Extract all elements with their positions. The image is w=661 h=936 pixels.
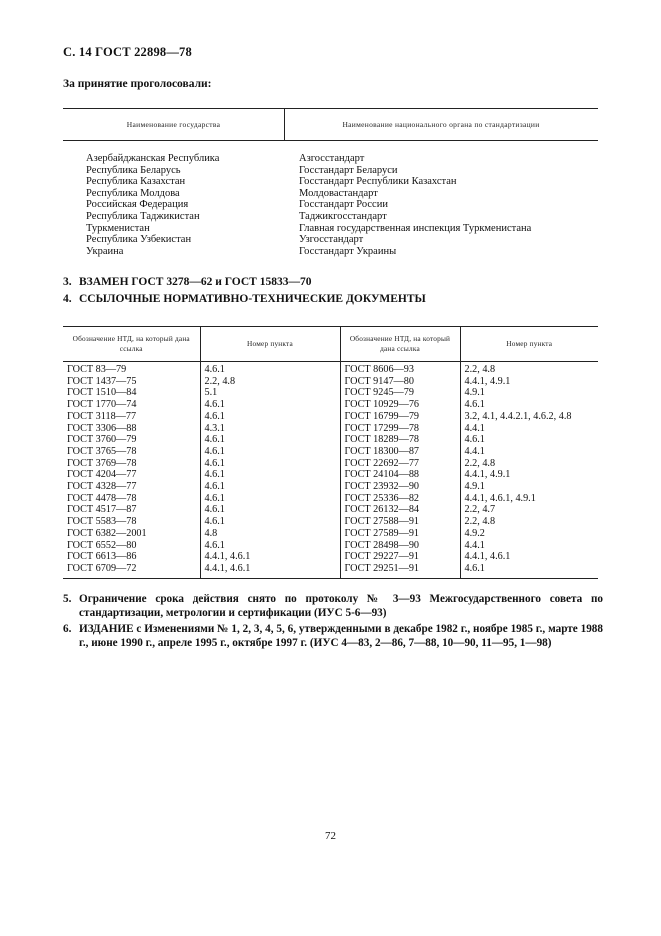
ntd-designation: ГОСТ 25336—82 bbox=[340, 493, 460, 505]
table-row bbox=[63, 458, 598, 470]
clause-number: 4.4.1 bbox=[460, 446, 598, 458]
clause-number: 4.6.1 bbox=[460, 563, 598, 578]
clause-number: 4.4.1, 4.9.1 bbox=[460, 469, 598, 481]
state-name: Азербайджанская Республика bbox=[86, 153, 220, 164]
clause-number: 4.6.1 bbox=[200, 434, 340, 446]
clause-number: 4.9.2 bbox=[460, 528, 598, 540]
ntd-designation: ГОСТ 9147—80 bbox=[340, 376, 460, 388]
clause-number: 4.4.1, 4.9.1 bbox=[460, 376, 598, 388]
ntd-designation: ГОСТ 6613—86 bbox=[67, 551, 137, 563]
org-name: Таджикгосстандарт bbox=[299, 210, 387, 222]
clause-number: 4.4.1 bbox=[460, 540, 598, 552]
clause-number: 2.2, 4.8 bbox=[460, 516, 598, 528]
ntd-designation: ГОСТ 1770—74 bbox=[67, 399, 137, 411]
clause-number: 4.4.1, 4.6.1 bbox=[460, 551, 598, 563]
table-row bbox=[63, 446, 598, 458]
clause-number: 4.9.1 bbox=[460, 387, 598, 399]
clause-number: 4.6.1 bbox=[200, 399, 340, 411]
org-name: Госстандарт Беларуси bbox=[299, 164, 398, 176]
ntd-designation: ГОСТ 24104—88 bbox=[340, 469, 460, 481]
clause-number: 4.9.1 bbox=[460, 481, 598, 493]
references-header-row bbox=[63, 327, 598, 362]
ntd-designation: ГОСТ 4328—77 bbox=[67, 481, 137, 493]
section-text: ССЫЛОЧНЫЕ НОРМАТИВНО-ТЕХНИЧЕСКИЕ ДОКУМЕНТЫ bbox=[79, 293, 426, 305]
clause-number: 4.4.1, 4.6.1 bbox=[200, 563, 340, 578]
voting-top-rule bbox=[63, 108, 598, 109]
paragraph-number: 5. bbox=[63, 593, 72, 605]
ntd-designation: ГОСТ 83—79 bbox=[67, 364, 127, 375]
ntd-designation: ГОСТ 4478—78 bbox=[67, 492, 137, 504]
ntd-designation: ГОСТ 6382—2001 bbox=[67, 527, 147, 539]
clause-number: 4.6.1 bbox=[460, 399, 598, 411]
org-name: Госстандарт Украины bbox=[299, 245, 397, 257]
voting-org-list bbox=[299, 153, 531, 257]
org-name: Главная государственная инспекция Туркменистана bbox=[299, 222, 532, 234]
clause-number: 4.6.1 bbox=[460, 434, 598, 446]
ntd-designation: ГОСТ 4517—87 bbox=[67, 504, 137, 516]
ntd-designation: ГОСТ 6709—72 bbox=[63, 563, 200, 578]
org-name: Азгосстандарт bbox=[299, 153, 365, 164]
section-4-heading bbox=[63, 293, 426, 305]
ntd-designation: ГОСТ 17299—78 bbox=[340, 423, 460, 435]
col-header-designation: Обозначение НТД, на который дана ссылка bbox=[340, 327, 460, 362]
state-name: Республика Молдова bbox=[86, 187, 180, 199]
paragraph-number: 6. bbox=[63, 623, 72, 635]
clause-number: 4.6.1 bbox=[200, 411, 340, 423]
ntd-designation: ГОСТ 3118—77 bbox=[67, 410, 137, 422]
paragraph-text: Ограничение срока действия снято по протоколу № 3—93 Межгосударственного совета по стандартизации, метрологии и сертификации (ИУС 5-6—93) bbox=[79, 593, 603, 619]
table-row bbox=[63, 516, 598, 528]
col-header-designation: Обозначение НТД, на который дана ссылка bbox=[63, 327, 200, 362]
ntd-designation: ГОСТ 29227—91 bbox=[340, 551, 460, 563]
ntd-designation: ГОСТ 10929—76 bbox=[340, 399, 460, 411]
voting-title: За принятие проголосовали: bbox=[63, 78, 212, 90]
clause-number: 2.2, 4.8 bbox=[460, 362, 598, 376]
table-row bbox=[63, 399, 598, 411]
col-header-clause: Номер пункта bbox=[460, 327, 598, 362]
clause-number: 3.2, 4.1, 4.4.2.1, 4.6.2, 4.8 bbox=[460, 411, 598, 423]
col-header-clause: Номер пункта bbox=[200, 327, 340, 362]
ntd-designation: ГОСТ 27589—91 bbox=[340, 528, 460, 540]
state-name: Российская Федерация bbox=[86, 199, 189, 211]
table-row bbox=[63, 362, 598, 376]
ntd-designation: ГОСТ 6552—80 bbox=[67, 539, 137, 551]
voting-col-state-header: Наименование государства bbox=[126, 120, 221, 129]
ntd-designation: ГОСТ 3760—79 bbox=[67, 434, 137, 446]
table-row bbox=[63, 469, 598, 481]
clause-number: 4.4.1 bbox=[460, 423, 598, 435]
clause-number: 4.8 bbox=[200, 528, 340, 540]
ntd-designation: ГОСТ 8606—93 bbox=[340, 362, 460, 376]
table-row bbox=[63, 563, 598, 578]
clause-number: 2.2, 4.7 bbox=[460, 504, 598, 516]
org-name: Госстандарт России bbox=[299, 199, 388, 211]
clause-number: 4.6.1 bbox=[200, 504, 340, 516]
clause-number: 4.6.1 bbox=[200, 362, 340, 376]
clause-number: 4.4.1, 4.6.1 bbox=[200, 551, 340, 563]
clause-number: 5.1 bbox=[200, 387, 340, 399]
section-number: 3. bbox=[63, 276, 72, 288]
clause-number: 2.2, 4.8 bbox=[460, 458, 598, 470]
ntd-designation: ГОСТ 23932—90 bbox=[340, 481, 460, 493]
clause-number: 4.6.1 bbox=[200, 481, 340, 493]
ntd-designation: ГОСТ 29251—91 bbox=[340, 563, 460, 578]
table-row bbox=[63, 387, 598, 399]
clause-number: 4.6.1 bbox=[200, 516, 340, 528]
voting-col-org-header: Наименование национального органа по стандартизации bbox=[342, 120, 540, 129]
ntd-designation: ГОСТ 26132—84 bbox=[340, 504, 460, 516]
page-number: 72 bbox=[325, 830, 336, 842]
section-3-heading bbox=[63, 276, 311, 288]
table-row bbox=[63, 540, 598, 552]
paragraph-text: ИЗДАНИЕ с Изменениями № 1, 2, 3, 4, 5, 6, утвержденными в декабре 1982 г., ноябре 1985 г., марте 1988 г., июне 1990 г., апреле 1995 г., октябре 1997 г. (ИУС 4—83, 2—86, 7—88, 10—90, 11—95, 1—98) bbox=[79, 623, 603, 649]
clause-number: 4.4.1, 4.6.1, 4.9.1 bbox=[460, 493, 598, 505]
voting-header-rule bbox=[63, 140, 598, 141]
state-name: Республика Беларусь bbox=[86, 164, 181, 176]
table-row bbox=[63, 493, 598, 505]
ntd-designation: ГОСТ 3769—78 bbox=[67, 457, 137, 469]
clause-number: 4.6.1 bbox=[200, 446, 340, 458]
table-row bbox=[63, 551, 598, 563]
paragraph-5 bbox=[63, 592, 603, 620]
state-name: Украина bbox=[86, 245, 124, 257]
org-name: Узгосстандарт bbox=[299, 234, 364, 246]
ntd-designation: ГОСТ 18300—87 bbox=[340, 446, 460, 458]
ntd-designation: ГОСТ 9245—79 bbox=[340, 387, 460, 399]
table-row bbox=[63, 376, 598, 388]
clause-number: 4.6.1 bbox=[200, 458, 340, 470]
ntd-designation: ГОСТ 5583—78 bbox=[67, 516, 137, 528]
org-name: Молдовастандарт bbox=[299, 187, 378, 199]
ntd-designation: ГОСТ 22692—77 bbox=[340, 458, 460, 470]
table-row bbox=[63, 504, 598, 516]
table-row bbox=[63, 411, 598, 423]
ntd-designation: ГОСТ 27588—91 bbox=[340, 516, 460, 528]
clause-number: 2.2, 4.8 bbox=[200, 376, 340, 388]
clause-number: 4.6.1 bbox=[200, 540, 340, 552]
org-name: Госстандарт Республики Казахстан bbox=[299, 176, 457, 188]
section-number: 4. bbox=[63, 293, 72, 305]
table-row bbox=[63, 423, 598, 435]
references-table bbox=[63, 326, 598, 579]
ntd-designation: ГОСТ 1437—75 bbox=[67, 375, 137, 387]
table-row bbox=[63, 481, 598, 493]
clause-number: 4.3.1 bbox=[200, 423, 340, 435]
clause-number: 4.6.1 bbox=[200, 469, 340, 481]
table-row bbox=[63, 528, 598, 540]
clause-number: 4.6.1 bbox=[200, 493, 340, 505]
voting-state-list bbox=[86, 153, 219, 257]
ntd-designation: ГОСТ 3306—88 bbox=[67, 422, 137, 434]
ntd-designation: ГОСТ 16799—79 bbox=[340, 411, 460, 423]
ntd-designation: ГОСТ 1510—84 bbox=[67, 387, 137, 399]
state-name: Республика Таджикистан bbox=[86, 210, 200, 222]
paragraph-6 bbox=[63, 622, 603, 650]
ntd-designation: ГОСТ 18289—78 bbox=[340, 434, 460, 446]
ntd-designation: ГОСТ 3765—78 bbox=[67, 445, 137, 457]
state-name: Туркменистан bbox=[86, 222, 150, 234]
state-name: Республика Узбекистан bbox=[86, 234, 192, 246]
section-text: ВЗАМЕН ГОСТ 3278—62 и ГОСТ 15833—70 bbox=[79, 276, 312, 288]
table-row bbox=[63, 434, 598, 446]
ntd-designation: ГОСТ 4204—77 bbox=[67, 469, 137, 481]
page-header: С. 14 ГОСТ 22898—78 bbox=[63, 45, 192, 59]
state-name: Республика Казахстан bbox=[86, 176, 186, 188]
ntd-designation: ГОСТ 28498—90 bbox=[340, 540, 460, 552]
